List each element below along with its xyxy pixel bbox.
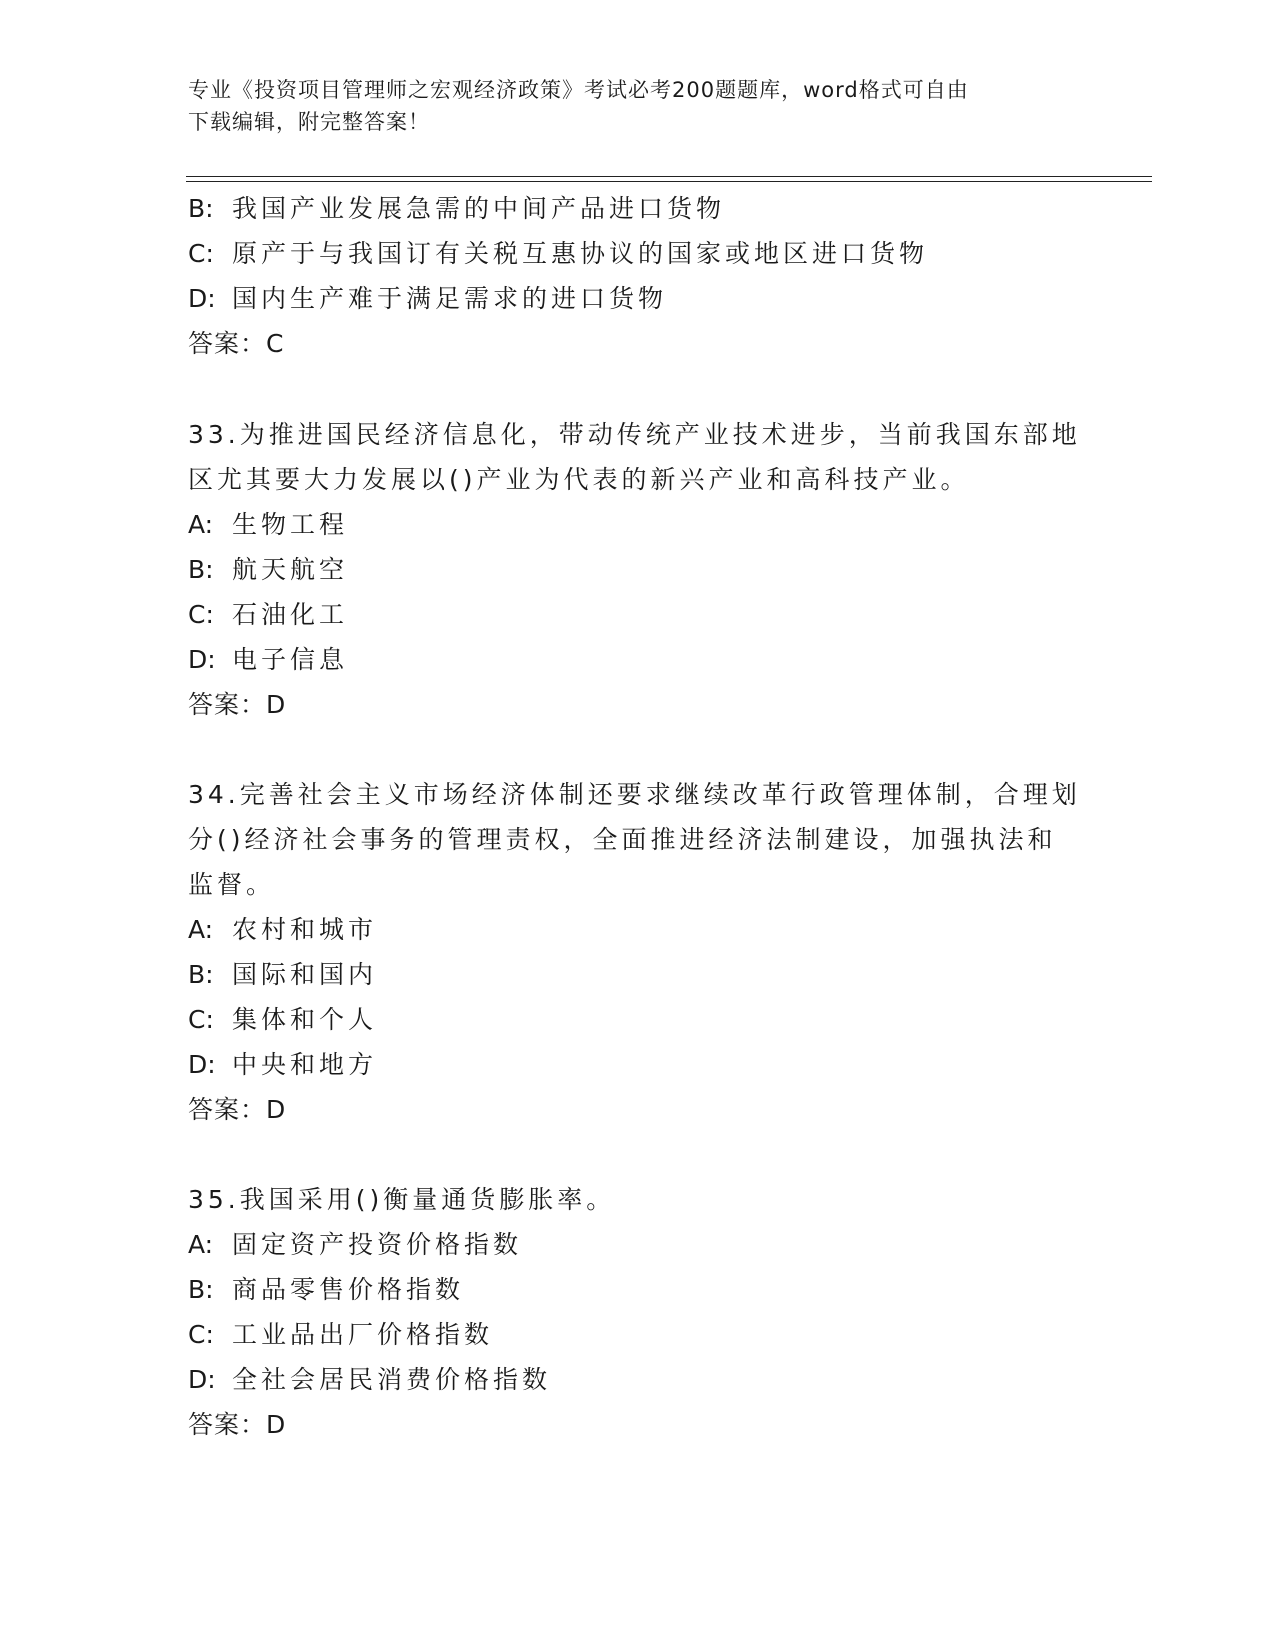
option-label: D:	[188, 284, 216, 313]
option-label: B:	[188, 960, 214, 989]
option-text: 石油化工	[232, 600, 349, 629]
q33-option-c	[188, 600, 348, 630]
q35-option-a	[188, 1230, 522, 1260]
q34-option-b	[188, 960, 377, 990]
option-text: 集体和个人	[232, 1005, 378, 1034]
q34-option-d	[188, 1050, 377, 1080]
option-label: D:	[188, 1365, 216, 1394]
q35-option-d	[188, 1365, 551, 1395]
option-label: A:	[188, 915, 214, 944]
document-header	[188, 74, 1088, 138]
option-label: D:	[188, 645, 216, 674]
header-divider-top	[186, 176, 1152, 177]
option-label: B:	[188, 555, 214, 584]
option-label: B:	[188, 1275, 214, 1304]
option-text: 中央和地方	[232, 1050, 378, 1079]
option-text: 航天航空	[232, 555, 349, 584]
option-text: 生物工程	[232, 510, 349, 539]
q33-option-a	[188, 510, 348, 540]
option-label: B:	[188, 194, 214, 223]
option-text: 工业品出厂价格指数	[232, 1320, 494, 1349]
option-text: 原产于与我国订有关税互惠协议的国家或地区进口货物	[232, 239, 929, 268]
option-label: D:	[188, 1050, 216, 1079]
q33-option-d	[188, 645, 348, 675]
option-text: 固定资产投资价格指数	[232, 1230, 523, 1259]
q35-answer: 答案：D	[188, 1410, 287, 1439]
option-text: 国际和国内	[232, 960, 378, 989]
q34-stem-line-1: 34.完善社会主义市场经济体制还要求继续改革行政管理体制，合理划	[188, 780, 1081, 809]
q32-option-c	[188, 239, 928, 269]
q34-option-c	[188, 1005, 377, 1035]
q32-answer: 答案：C	[188, 329, 285, 358]
header-divider-bottom	[186, 181, 1152, 182]
q34-answer: 答案：D	[188, 1095, 287, 1124]
q35-stem-line-1: 35.我国采用()衡量通货膨胀率。	[188, 1185, 616, 1214]
header-line-1: 专业《投资项目管理师之宏观经济政策》考试必考200题题库，word格式可自由	[188, 78, 969, 102]
option-text: 全社会居民消费价格指数	[232, 1365, 552, 1394]
option-text: 电子信息	[232, 645, 349, 674]
q34-option-a	[188, 915, 377, 945]
option-label: C:	[188, 1005, 214, 1034]
option-label: C:	[188, 1320, 214, 1349]
option-label: C:	[188, 600, 214, 629]
option-label: A:	[188, 1230, 214, 1259]
option-text: 我国产业发展急需的中间产品进口货物	[232, 194, 726, 223]
q34-stem-line-2: 分()经济社会事务的管理责权，全面推进经济法制建设，加强执法和	[188, 825, 1057, 854]
q33-stem-line-2: 区尤其要大力发展以()产业为代表的新兴产业和高科技产业。	[188, 465, 970, 494]
q33-answer: 答案：D	[188, 690, 287, 719]
q33-stem-line-1: 33.为推进国民经济信息化，带动传统产业技术进步，当前我国东部地	[188, 420, 1081, 449]
q33-option-b	[188, 555, 348, 585]
option-text: 商品零售价格指数	[232, 1275, 465, 1304]
option-text: 国内生产难于满足需求的进口货物	[232, 284, 668, 313]
q35-option-b	[188, 1275, 464, 1305]
option-label: C:	[188, 239, 214, 268]
option-label: A:	[188, 510, 214, 539]
q32-option-d	[188, 284, 667, 314]
q35-option-c	[188, 1320, 493, 1350]
option-text: 农村和城市	[232, 915, 378, 944]
header-line-2: 下载编辑，附完整答案！	[188, 110, 430, 134]
q32-option-b	[188, 194, 725, 224]
q34-stem-line-3: 监督。	[188, 870, 276, 899]
